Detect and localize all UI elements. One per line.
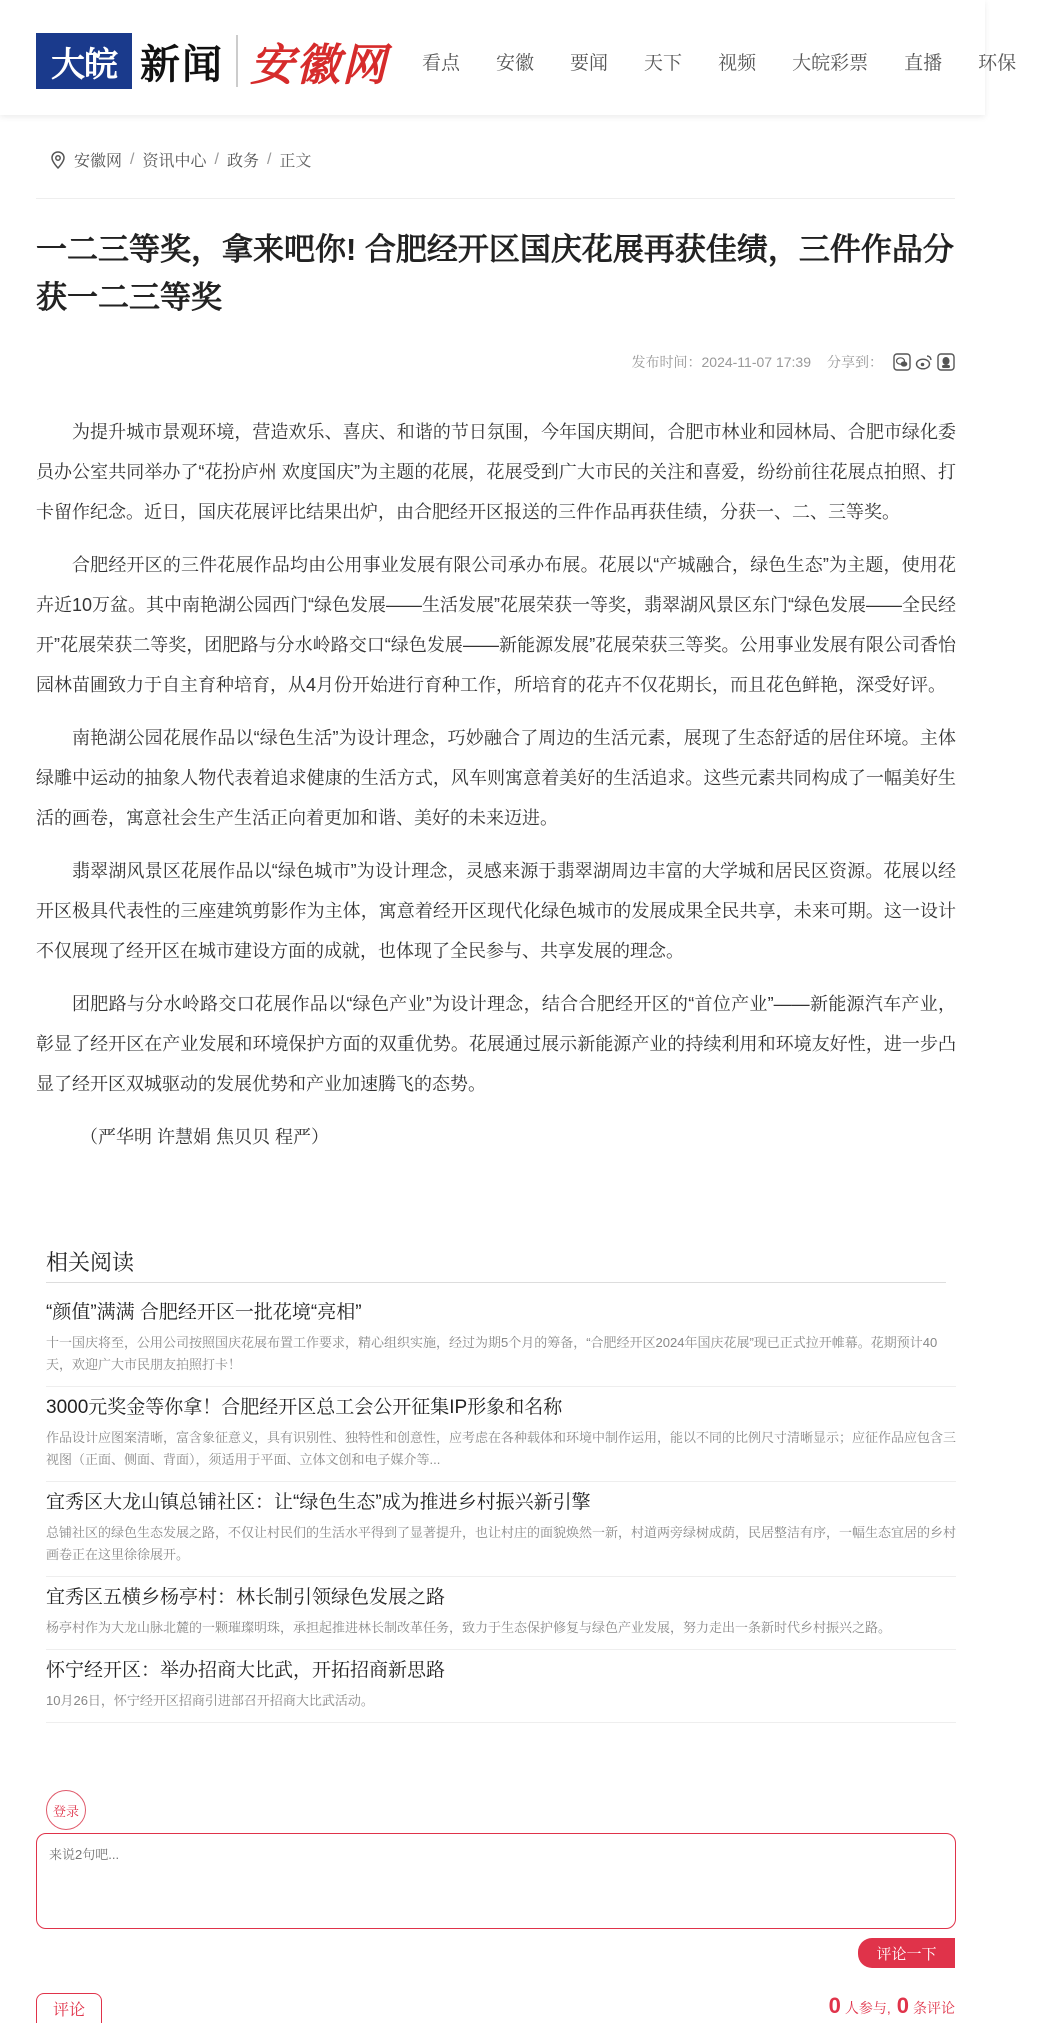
tab-comments[interactable]: 评论 — [36, 1993, 102, 2023]
related-item-desc: 作品设计应图案清晰，富含象征意义，具有识别性、独特性和创意性，应考虑在各种载体和环境中制作运用，能以不同的比例尺寸清晰显示；应征作品应包含三视图（正面、侧面、背面），须适用于平面、立体文创和电子媒介等... — [46, 1430, 957, 1467]
nav-item[interactable]: 直播 — [904, 53, 943, 74]
login-button[interactable]: 登录 — [46, 1790, 86, 1830]
comment-count-label: 条评论 — [913, 2000, 955, 2016]
nav-item[interactable]: 要闻 — [570, 53, 609, 74]
related-item-title[interactable]: “颜值”满满 合肥经开区一批花境“亮相” — [46, 1302, 362, 1323]
article-paragraph: 团肥路与分水岭路交口花展作品以“绿色产业”为设计理念，结合合肥经开区的“首位产业”——新能源汽车产业，彰显了经开区在产业发展和环境保护方面的双重优势。花展通过展示新能源产业的持续利用和环境友好性，进一步凸显了经开区双城驱动的发展优势和产业加速腾飞的态势。 — [36, 994, 956, 1094]
article-paragraph: 合肥经开区的三件花展作品均由公用事业发展有限公司承办布展。花展以“产城融合，绿色生态”为主题，使用花卉近10万盆。其中南艳湖公园西门“绿色发展——生活发展”花展荣获一等奖，翡翠湖风景区东门“绿色发展——全民经开”花展荣获二等奖，团肥路与分水岭路交口“绿色发展——新能源发展”花展荣获三等奖。公用事业发展有限公司香怡园林苗圃致力于自主育种培育，从4月份开始进行育种工作，所培育的花卉不仅花期长，而且花色鲜艳，深受好评。 — [36, 555, 956, 695]
nav-item[interactable]: 环保 — [978, 53, 1017, 74]
related-item[interactable] — [46, 1577, 956, 1650]
breadcrumb-separator: / — [266, 150, 272, 168]
related-item-title[interactable]: 3000元奖金等你拿！合肥经开区总工会公开征集IP形象和名称 — [46, 1397, 563, 1418]
qq-icon[interactable] — [937, 353, 955, 371]
breadcrumb-current: 正文 — [279, 153, 312, 170]
comment-count: 0 — [896, 1993, 909, 2018]
article-paragraph: 翡翠湖风景区花展作品以“绿色城市”为设计理念，灵感来源于翡翠湖周边丰富的大学城和居民区资源。花展以经开区极具代表性的三座建筑剪影作为主体，寓意着经开区现代化绿色城市的发展成果全民共享，未来可期。这一设计不仅展现了经开区在城市建设方面的成就，也体现了全民参与、共享发展的理念。 — [36, 861, 956, 961]
breadcrumb — [50, 148, 311, 171]
publish-time: 2024-11-07 17:39 — [701, 354, 811, 370]
article-title: 一二三等奖，拿来吧你! 合肥经开区国庆花展再获佳绩，三件作品分获一二三等奖 — [36, 232, 954, 315]
related-heading: 相关阅读 — [46, 1250, 135, 1275]
nav-item[interactable]: 看点 — [422, 53, 461, 74]
related-item[interactable] — [46, 1292, 956, 1387]
logo-mark: 大皖 — [36, 33, 132, 89]
location-pin-icon — [50, 151, 66, 169]
breadcrumb-item[interactable]: 政务 — [226, 153, 259, 170]
related-list — [46, 1292, 956, 1723]
weibo-icon[interactable] — [915, 353, 933, 371]
related-item-desc: 总铺社区的绿色生态发展之路，不仅让村民们的生活水平得到了显著提升，也让村庄的面貌焕然一新，村道两旁绿树成荫，民居整洁有序，一幅生态宜居的乡村画卷正在这里徐徐展开。 — [46, 1525, 957, 1562]
related-item-title[interactable]: 宜秀区五横乡杨亭村：林长制引领绿色发展之路 — [46, 1587, 446, 1608]
breadcrumb-separator: / — [130, 150, 135, 168]
comment-stats — [823, 1993, 955, 2019]
site-logo[interactable] — [36, 32, 388, 90]
nav-item[interactable]: 安徽 — [496, 53, 535, 74]
related-item[interactable] — [46, 1482, 956, 1577]
article-meta — [632, 352, 956, 372]
breadcrumb-item[interactable]: 安徽网 — [74, 153, 123, 170]
nav-item[interactable]: 大皖彩票 — [792, 53, 869, 74]
main-nav — [422, 48, 1052, 75]
share-label: 分享到： — [827, 354, 883, 370]
related-item-desc: 10月26日，怀宁经开区招商引进部召开招商大比武活动。 — [46, 1693, 374, 1708]
divider — [46, 1282, 946, 1283]
article-paragraph: 南艳湖公园花展作品以“绿色生活”为设计理念，巧妙融合了周边的生活元素，展现了生态舒适的居住环境。主体绿雕中运动的抽象人物代表着追求健康的生活方式，风车则寓意着美好的生活追求。这些元素共同构成了一幅美好生活的画卷，寓意社会生产生活正向着更加和谐、美好的未来迈进。 — [36, 728, 956, 828]
logo-news-text: 新闻 — [140, 40, 224, 88]
related-item-desc: 十一国庆将至，公用公司按照国庆花展布置工作要求，精心组织实施，经过为期5个月的筹备，“合肥经开区2024年国庆花展”现已正式拉开帷幕。花期预计40天，欢迎广大市民朋友拍照打卡！ — [46, 1335, 938, 1372]
submit-comment-button[interactable]: 评论一下 — [858, 1938, 955, 1968]
logo-anhui-text: 安徽网 — [250, 40, 388, 91]
related-item-desc: 杨亭村作为大龙山脉北麓的一颗璀璨明珠，承担起推进林长制改革任务，致力于生态保护修复与绿色产业发展，努力走出一条新时代乡村振兴之路。 — [46, 1620, 892, 1635]
article-body — [36, 412, 956, 1170]
related-item[interactable] — [46, 1650, 956, 1723]
related-item-title[interactable]: 宜秀区大龙山镇总铺社区：让“绿色生态”成为推进乡村振兴新引擎 — [46, 1492, 591, 1513]
nav-item[interactable]: 视频 — [718, 53, 757, 74]
wechat-icon[interactable] — [893, 353, 911, 371]
site-header — [0, 0, 1017, 115]
nav-item[interactable]: 天下 — [644, 53, 683, 74]
participant-label: 人参与, — [844, 2000, 891, 2016]
article-byline: （严华明 许慧娟 焦贝贝 程严） — [80, 1127, 330, 1147]
article-paragraph: 为提升城市景观环境，营造欢乐、喜庆、和谐的节日氛围，今年国庆期间，合肥市林业和园林局、合肥市绿化委员办公室共同举办了“花扮庐州 欢度国庆”为主题的花展，花展受到广大市民的关注和喜爱，纷纷前往花展点拍照、打卡留作纪念。近日，国庆花展评比结果出炉，由合肥经开区报送的三件作品再获佳绩，分获一、二、三等奖。 — [36, 422, 956, 522]
participant-count: 0 — [828, 1993, 841, 2018]
breadcrumb-separator: / — [214, 150, 219, 168]
related-item[interactable] — [46, 1387, 956, 1482]
logo-divider — [236, 35, 238, 87]
publish-label: 发布时间： — [631, 354, 702, 370]
divider — [36, 198, 955, 199]
comment-input[interactable] — [36, 1833, 956, 1929]
breadcrumb-item[interactable]: 资讯中心 — [142, 153, 207, 170]
related-item-title[interactable]: 怀宁经开区：举办招商大比武，开拓招商新思路 — [46, 1660, 446, 1681]
